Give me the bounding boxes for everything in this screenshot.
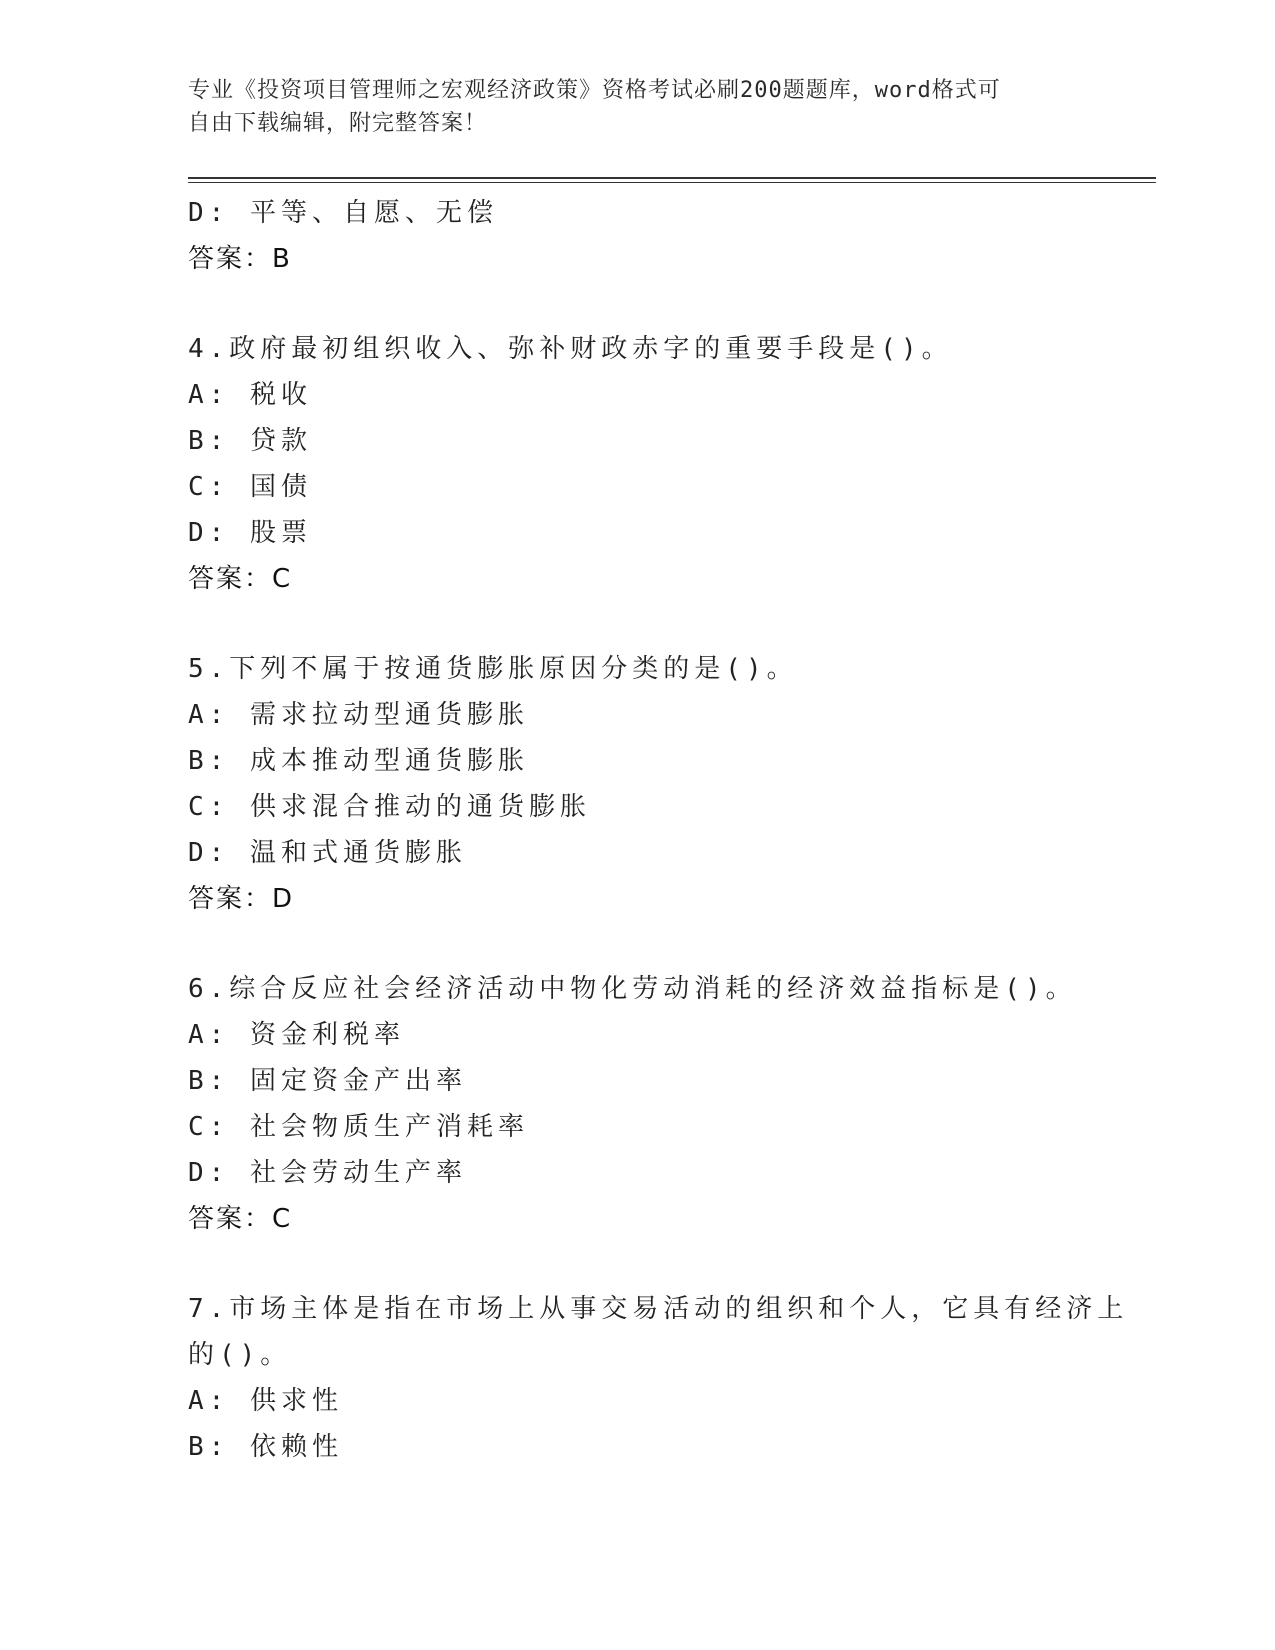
option-b: B: 固定资金产出率 <box>188 1066 467 1096</box>
option-a: A: 需求拉动型通货膨胀 <box>188 700 529 730</box>
question-text: 5.下列不属于按通货膨胀原因分类的是()。 <box>188 654 798 684</box>
question-3-tail <box>188 190 1156 282</box>
header-line-1: 专业《投资项目管理师之宏观经济政策》资格考试必刷200题题库，word格式可 <box>188 78 1001 103</box>
option-a: A: 资金利税率 <box>188 1020 405 1050</box>
option-b: B: 依赖性 <box>188 1432 343 1462</box>
question-5 <box>188 646 1156 922</box>
question-text: 6.综合反应社会经济活动中物化劳动消耗的经济效益指标是()。 <box>188 974 1077 1004</box>
answer: 答案：C <box>188 1204 293 1234</box>
answer: 答案：D <box>188 884 295 914</box>
option-c: C: 社会物质生产消耗率 <box>188 1112 529 1142</box>
question-text: 4.政府最初组织收入、弥补财政赤字的重要手段是()。 <box>188 334 953 364</box>
option-d: D: 股票 <box>188 518 312 548</box>
option-d: D: 温和式通货膨胀 <box>188 838 467 868</box>
header-divider <box>188 177 1156 183</box>
option-b: B: 成本推动型通货膨胀 <box>188 746 529 776</box>
question-text-line-1: 7.市场主体是指在市场上从事交易活动的组织和个人，它具有经济上 <box>188 1294 1129 1324</box>
option-a: A: 供求性 <box>188 1386 343 1416</box>
document-header <box>188 74 1068 140</box>
question-list <box>188 190 1156 1470</box>
question-7 <box>188 1286 1156 1470</box>
option-a: A: 税收 <box>188 380 312 410</box>
answer: 答案：B <box>188 244 292 274</box>
question-text-line-2: 的()。 <box>188 1340 292 1370</box>
option-d: D: 平等、自愿、无偿 <box>188 198 498 228</box>
option-c: C: 国债 <box>188 472 312 502</box>
option-c: C: 供求混合推动的通货膨胀 <box>188 792 591 822</box>
header-line-2: 自由下载编辑，附完整答案！ <box>188 111 488 136</box>
option-b: B: 贷款 <box>188 426 312 456</box>
option-d: D: 社会劳动生产率 <box>188 1158 467 1188</box>
question-6 <box>188 966 1156 1242</box>
answer: 答案：C <box>188 564 293 594</box>
question-4 <box>188 326 1156 602</box>
